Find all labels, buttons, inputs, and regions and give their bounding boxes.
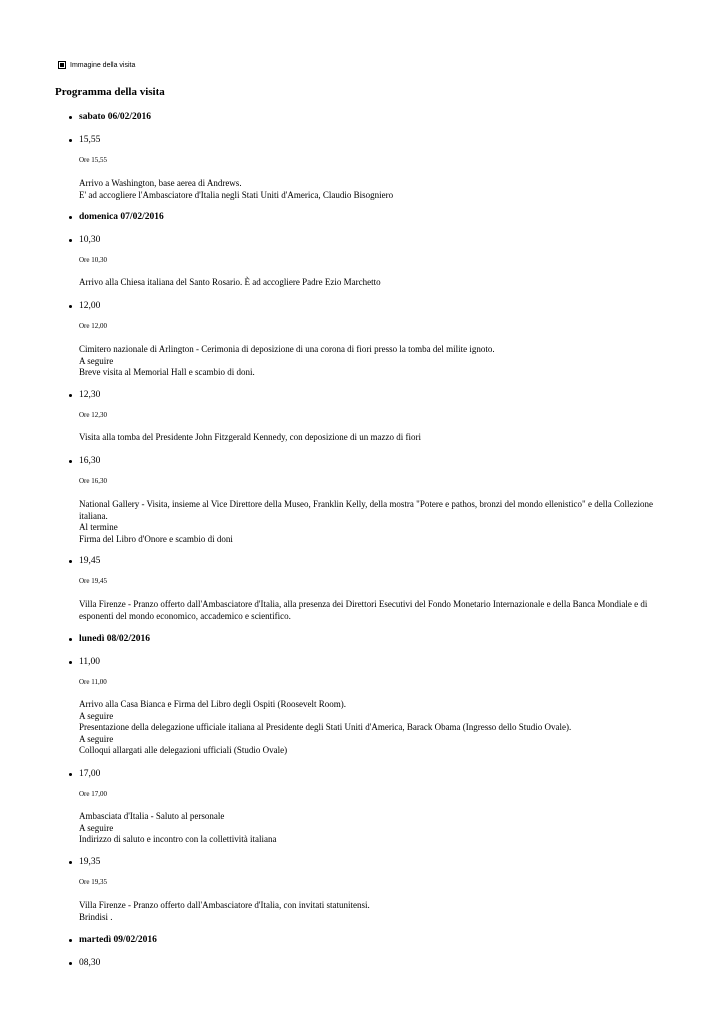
time-item: 19,35 — [79, 857, 101, 867]
day-item: martedì 09/02/2016 — [79, 935, 157, 945]
description-line: Ambasciata d'Italia - Saluto al personale — [79, 811, 225, 821]
description-line: Arrivo a Washington, base aerea di Andrews. — [79, 178, 242, 188]
time-detail: Ore 10,30 — [79, 256, 107, 264]
time-detail: Ore 12,30 — [79, 411, 107, 419]
time-detail: Ore 19,45 — [79, 577, 107, 585]
description-line: Arrivo alla Casa Bianca e Firma del Libro degli Ospiti (Roosevelt Room). — [79, 699, 346, 709]
description-line: Al termine — [79, 522, 118, 532]
description-line: Visita alla tomba del Presidente John Fitzgerald Kennedy, con deposizione di un mazzo di fiori — [79, 432, 422, 442]
event-description — [79, 811, 679, 846]
description-line: National Gallery - Visita, insieme al Vice Direttore della Museo, Franklin Kelly, della mostra "Potere e pathos, bronzi del mondo ellenistico" e della Collezione — [79, 499, 653, 509]
description-line: Arrivo alla Chiesa italiana del Santo Rosario. È ad accogliere Padre Ezio Marchetto — [79, 277, 381, 287]
event-description — [79, 699, 679, 757]
time-item: 11,00 — [79, 657, 101, 667]
event-description — [79, 178, 679, 201]
time-item: 16,30 — [79, 456, 101, 466]
description-line: Firma del Libro d'Onore e scambio di doni — [79, 533, 233, 544]
event-description — [79, 900, 679, 923]
description-line: A seguire — [79, 355, 114, 366]
event-description — [79, 344, 679, 379]
time-detail: Ore 17,00 — [79, 790, 107, 798]
description-line: A seguire — [79, 822, 114, 833]
visit-image-link[interactable] — [58, 61, 135, 69]
event-description — [79, 432, 679, 444]
day-item: sabato 06/02/2016 — [79, 112, 152, 122]
page-title: Programma della visita — [55, 86, 165, 98]
time-detail: Ore 12,00 — [79, 322, 107, 330]
event-description — [79, 277, 679, 289]
event-description — [79, 499, 679, 545]
description-line: Indirizzo di saluto e incontro con la collettività italiana — [79, 834, 277, 844]
description-line: A seguire — [79, 710, 114, 721]
day-item: lunedì 08/02/2016 — [79, 634, 150, 644]
time-item: 17,00 — [79, 769, 101, 779]
event-description — [79, 599, 679, 622]
description-line: A seguire — [79, 733, 114, 744]
time-item: 15,55 — [79, 135, 101, 145]
time-item: 10,30 — [79, 235, 101, 245]
description-line: Villa Firenze - Pranzo offerto dall'Ambasciatore d'Italia, con invitati statunitensi. — [79, 900, 370, 910]
description-line: Cimitero nazionale di Arlington - Cerimonia di deposizione di una corona di fiori presso la tomba del milite ignoto. — [79, 344, 495, 354]
time-item: 19,45 — [79, 556, 101, 566]
description-line: italiana. — [79, 510, 108, 521]
time-item: 08,30 — [79, 958, 101, 968]
time-item: 12,30 — [79, 390, 101, 400]
description-line: Brindisi . — [79, 911, 113, 922]
description-line: Breve visita al Memorial Hall e scambio di doni. — [79, 367, 255, 377]
time-detail: Ore 16,30 — [79, 477, 107, 485]
time-detail: Ore 19,35 — [79, 878, 107, 886]
visit-image-label: Immagine della visita — [70, 61, 136, 69]
day-item: domenica 07/02/2016 — [79, 212, 164, 222]
description-line: Presentazione della delegazione ufficiale italiana al Presidente degli Stati Uniti d'America, Barack Obama (Ingresso dello Studio Ovale). — [79, 722, 572, 732]
description-line: Colloqui allargati alle delegazioni ufficiali (Studio Ovale) — [79, 745, 288, 755]
description-line: Villa Firenze - Pranzo offerto dall'Ambasciatore d'Italia, alla presenza dei Direttori Esecutivi del Fondo Monetario Internazionale e della Banca Mondiale e di — [79, 599, 648, 609]
time-detail: Ore 15,55 — [79, 156, 107, 164]
description-line: E' ad accogliere l'Ambasciatore d'Italia negli Stati Uniti d'America, Claudio Bisogniero — [79, 189, 394, 200]
description-line: esponenti del mondo economico, accademico e scientifico. — [79, 610, 291, 621]
broken-image-icon — [58, 61, 66, 69]
time-item: 12,00 — [79, 301, 101, 311]
time-detail: Ore 11,00 — [79, 678, 107, 686]
